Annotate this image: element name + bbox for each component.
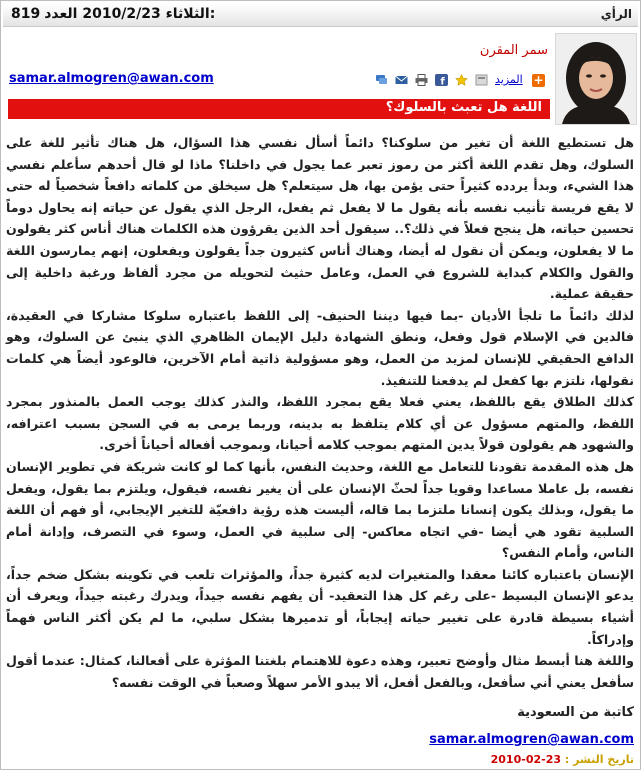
article-title: اللغة هل تعبث بالسلوك؟ bbox=[385, 100, 542, 115]
share-toolbar bbox=[373, 72, 550, 90]
article-paragraph: لذلك دائماً ما تلجأ الأديان -بما فيها ديننا الحنيف- إلى اللفظ باعتباره سلوكا مشاركا في العقيدة، فالدين في الإسلام قول وفعل، ونطق الشهادة دليل الإيمان الظاهري الذي ينبئ عن السلوك، وهو الدافع الحقيقي للإنسان لمزيد من العمل، وهو مسؤولية ذاتية أمام الآخرين، فالوعود أيضاً هي كلمات نقولها، نلتزم بها كفعل لم يدفعنا للتنفيذ. bbox=[6, 307, 634, 388]
favorite-star-icon[interactable] bbox=[455, 74, 468, 86]
article-body bbox=[6, 132, 634, 693]
issue-info bbox=[11, 6, 215, 22]
author-photo bbox=[555, 33, 637, 125]
author-name[interactable]: سمر المقرن bbox=[479, 43, 548, 58]
share-plus-icon[interactable]: + bbox=[533, 73, 544, 87]
svg-text:f: f bbox=[440, 76, 445, 86]
article-paragraph: هل هذه المقدمة تقودنا للتعامل مع اللغة، وحديث النفس، بأنها كما لو كانت شريكة في تطوير الإنسان نفسه، بل عاملا مساعدا وقويا جداً لحثّ الإنسان على أن يغير نفسه، فيقول، ويلتزم بما يقول، ويفعل ما يقول، وبذلك يكون إنسانا ملتزما بما قاله، أليست هذه رؤية دافعيّة للتغير الإيجابي، أو فهم أن اللغة السلبية تقود هي أيضا -في اتجاه معاكس- إلى سلبية في العمل، وسوء في التصرف، وإدانة أمام الناس، وأمام النفس؟ bbox=[6, 458, 634, 561]
publish-date bbox=[491, 753, 634, 766]
facebook-icon[interactable] bbox=[435, 74, 448, 86]
author-email-link[interactable]: samar.almogren@awan.com bbox=[9, 71, 214, 86]
publish-date-value: 23-02-2010 bbox=[490, 753, 562, 766]
article-title-bar bbox=[8, 99, 550, 119]
issue-number: 819 bbox=[11, 6, 41, 22]
bookmark-icon[interactable] bbox=[475, 74, 488, 86]
article-paragraph: الإنسان باعتباره كائنا معقدا والمتغيرات لديه كثيرة جداً، والمؤثرات تلعب في تكوينه بشكل ضخم جداً، يدعو الإنسان البسيط -على رغم كل هذا التعقيد- أن يفهم نفسه جيداً، ويدرك رغبته جيداً، ويعرف أن أشياء بسيطة قادرة على تغيير حياته إيجاباً، أو تدميرها بشكل سلبي، ما لم يكن أكثر الناس فهماً وإدراكاً. bbox=[6, 566, 634, 647]
article-paragraph: كذلك الطلاق يقع باللفظ، يعني فعلا يقع بمجرد اللفظ، والنذر كذلك يوجب العمل بالمنذور بمجرد اللفظ، والمتهم مسؤول عن أي كلام يتلفظ به بدينه، وربما يرمى به في السجن بسبب اعترافه، والشهود هم يقولون قولاً يدين المتهم بموجب كلامه أحيانا، وبموجب أفعاله أحياناً أخرى. bbox=[6, 394, 634, 453]
author-photo-image bbox=[556, 34, 636, 124]
author-email-link-bottom[interactable]: samar.almogren@awan.com bbox=[429, 732, 634, 747]
print-icon[interactable] bbox=[415, 74, 428, 86]
email-icon[interactable] bbox=[395, 74, 408, 86]
issue-date: الثلاثاء 2010/2/23 العدد: bbox=[44, 6, 216, 22]
article-paragraph: واللغة هنا أبسط مثال وأوضح تعبير، وهذه دعوة للاهتمام بلغتنا المؤثرة على أفعالنا، كمثال: عندما أقول سأفعل يعني أني سأفعل، وبالفعل أفعل، ألا يبدو الأمر سهلاً وصعباً في الوقت نفسه؟ bbox=[6, 653, 634, 690]
header-bar bbox=[3, 4, 638, 27]
author-signoff: كاتبة من السعودية bbox=[517, 705, 634, 720]
publish-date-label: تاريخ النشر : bbox=[564, 753, 634, 766]
more-link[interactable]: المزيد bbox=[495, 73, 523, 86]
comments-icon[interactable] bbox=[375, 74, 388, 86]
section-title: الرأي bbox=[600, 7, 632, 21]
article-paragraph: هل تستطيع اللغة أن تغير من سلوكنا؟ دائماً أسأل نفسي هذا السؤال، هل هناك تأثير للغة على السلوك، وهل تقدم اللغة أكثر من رموز تعبر عما يجول في داخلنا؟ ماذا لو قال أحدهم سأعلم نفسي هذا الشيء، وبدأ يردده كثيراً حتى يؤمن بها، هل سيتعلم؟ هل سيخلق من كلماته دافعاً شخصياً له حتى لا يقع فريسة تأنيب نفسه بأنه يقول ما لا يفعل ثم يفعل، الرجل الذي يقول عن حياته إنه يحاول دوماً تحسين حياته، هل ينجح فعلاً في ذلك؟.. سيقول أحد الذين يقرؤون هذه الكلمات هناك أناس كثر يقولون ما لا يفعلون، ويمكن أن نقول له أيضا، وهناك أناس كثيرون جداً يقولون ويفعلون، إنهم يمارسون اللغة والقول والكلام كبداية للشروع في العمل، وعامل حثيث لتحويله من مجرد ألفاظ ورغبة داخلية إلى حقيقة عملية. bbox=[6, 135, 634, 302]
